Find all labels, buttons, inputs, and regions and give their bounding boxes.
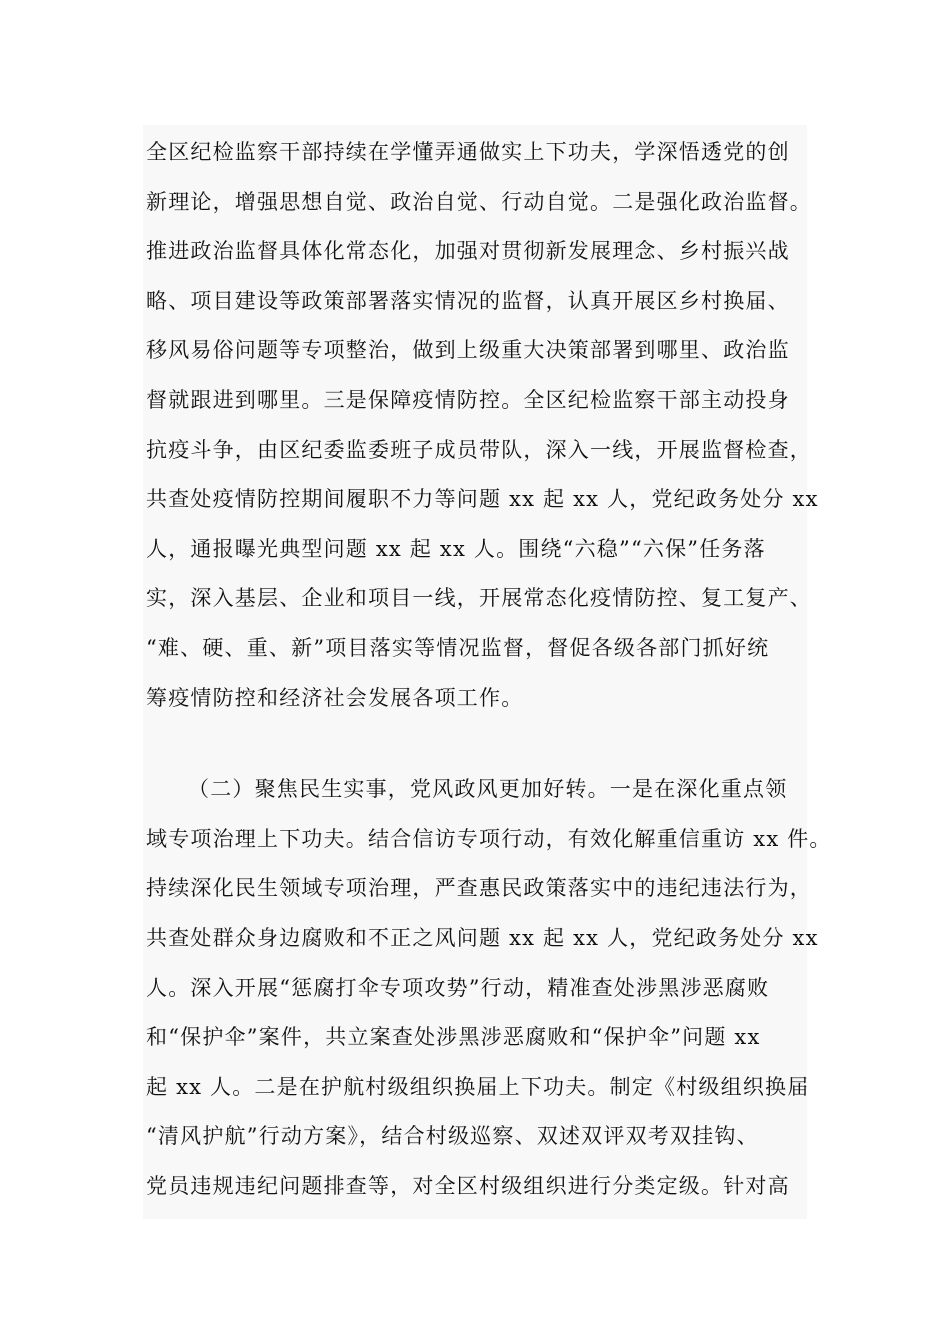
text-line: 抗疫斗争，由区纪委监委班子成员带队，深入一线，开展监督检查， bbox=[146, 437, 812, 462]
text-line: 人。深入开展“惩腐打伞专项攻势”行动，精准查处涉黑涉恶腐败 bbox=[146, 975, 770, 1000]
text-line: 域专项治理上下功夫。结合信访专项行动，有效化解重信重访 xx 件。 bbox=[146, 826, 832, 851]
text-line: 全区纪检监察干部持续在学懂弄通做实上下功夫，学深悟透党的创 bbox=[146, 140, 790, 164]
text-line: 党员违规违纪问题排查等，对全区村级组织进行分类定级。针对高 bbox=[146, 1173, 790, 1198]
text-line: “难、硬、重、新”项目落实等情况监督，督促各级各部门抓好统 bbox=[146, 635, 770, 660]
document-body bbox=[146, 128, 832, 1211]
text-line: 新理论，增强思想自觉、政治自觉、行动自觉。二是强化政治监督。 bbox=[146, 189, 812, 214]
text-line: 督就跟进到哪里。三是保障疫情防控。全区纪检监察干部主动投身 bbox=[146, 387, 790, 412]
text-line: 持续深化民生领域专项治理，严查惠民政策落实中的违纪违法行为， bbox=[146, 876, 812, 901]
text-line: 略、项目建设等政策部署落实情况的监督，认真开展区乡村换届、 bbox=[146, 288, 790, 313]
paragraph-gap bbox=[146, 723, 826, 765]
text-line: 共查处群众身边腐败和不正之风问题 xx 起 xx 人，党纪政务处分 xx bbox=[146, 925, 819, 950]
text-line: 推进政治监督具体化常态化，加强对贯彻新发展理念、乡村振兴战 bbox=[146, 239, 790, 264]
text-line: （二）聚焦民生实事，党风政风更加好转。一是在深化重点领 bbox=[188, 777, 788, 802]
text-line: 人，通报曝光典型问题 xx 起 xx 人。围绕“六稳”“六保”任务落 bbox=[146, 536, 766, 561]
text-line: 移风易俗问题等专项整治，做到上级重大决策部署到哪里、政治监 bbox=[146, 338, 790, 363]
text-line: “清风护航”行动方案》，结合村级巡察、双述双评双考双挂钩、 bbox=[146, 1124, 759, 1149]
text-line: 筹疫情防控和经济社会发展各项工作。 bbox=[146, 685, 524, 710]
paragraph-1 bbox=[146, 128, 826, 723]
text-line: 和“保护伞”案件，共立案查处涉黑涉恶腐败和“保护伞”问题 xx bbox=[146, 1025, 761, 1050]
paragraph-2 bbox=[146, 765, 832, 1211]
text-line: 实，深入基层、企业和项目一线，开展常态化疫情防控、复工复产、 bbox=[146, 586, 812, 611]
text-line: 起 xx 人。二是在护航村级组织换届上下功夫。制定《村级组织换届 bbox=[146, 1074, 810, 1099]
text-line: 共查处疫情防控期间履职不力等问题 xx 起 xx 人，党纪政务处分 xx bbox=[146, 487, 819, 512]
